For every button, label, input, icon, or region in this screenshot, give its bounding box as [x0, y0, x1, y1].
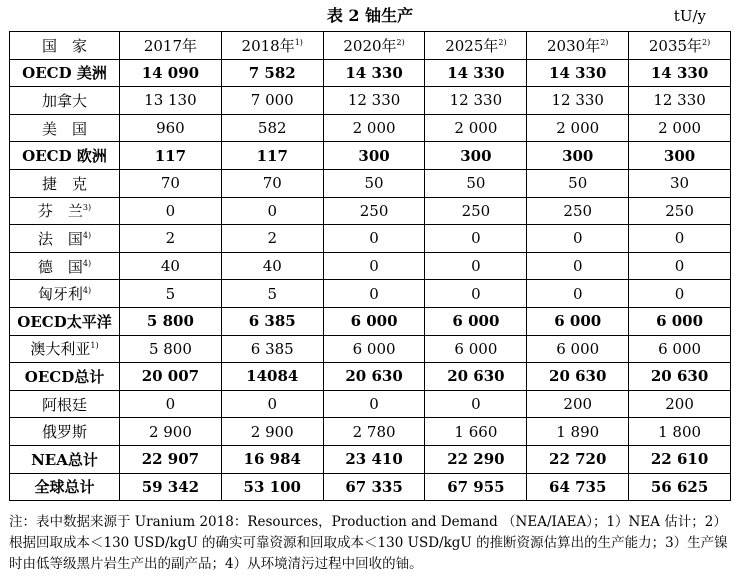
value-cell: 200 [527, 390, 629, 418]
value-cell: 2 000 [425, 114, 527, 142]
value-cell: 12 330 [629, 87, 731, 115]
value-cell: 6 000 [323, 307, 425, 335]
value-cell: 1 660 [425, 418, 527, 446]
region-name-cell [10, 169, 120, 197]
table-row [10, 473, 731, 501]
value-cell: 2 [120, 225, 222, 253]
header-label: 2017年 [143, 36, 197, 55]
header-label: 2030年 [547, 36, 601, 55]
header-label: 2035年 [648, 36, 703, 55]
value-cell: 5 800 [120, 335, 222, 363]
value-cell: 20 630 [527, 363, 629, 391]
value-cell: 13 130 [120, 87, 222, 115]
table-row [10, 280, 731, 308]
table-row [10, 142, 731, 170]
header-label: 2020年 [343, 36, 397, 55]
region-name-cell [10, 445, 120, 473]
region-name: NEA总计 [31, 450, 98, 469]
value-cell: 7 582 [221, 59, 323, 87]
value-cell: 40 [221, 252, 323, 280]
value-cell: 0 [527, 252, 629, 280]
table-row [10, 418, 731, 446]
value-cell: 0 [527, 225, 629, 253]
value-cell: 30 [629, 169, 731, 197]
region-name-cell [10, 363, 120, 391]
value-cell: 0 [425, 390, 527, 418]
value-cell: 5 800 [120, 307, 222, 335]
value-cell: 250 [425, 197, 527, 225]
value-cell: 20 630 [425, 363, 527, 391]
value-cell: 6 000 [629, 335, 731, 363]
footnote-marker: 1) [294, 37, 303, 47]
header-year [120, 32, 222, 60]
value-cell: 117 [120, 142, 222, 170]
value-cell: 2 900 [120, 418, 222, 446]
footnote-marker: 2) [498, 37, 507, 47]
value-cell: 40 [120, 252, 222, 280]
value-cell: 0 [527, 280, 629, 308]
value-cell: 117 [221, 142, 323, 170]
value-cell: 0 [425, 225, 527, 253]
region-name-cell [10, 473, 120, 501]
region-name: 法 国 [37, 229, 83, 248]
footnote: 注：表中数据来源于 Uranium 2018：Resources，Production and Demand （NEA/IAEA）；1）NEA 估计；2）根据回取成本＜130 USD/kgU 的确实可靠资源和回取成本＜130 USD/kgU 的推断资源估算出的生产能力；3）生产镍时由低等级黑片岩生产出的副产品；4）从环境清污过程中回收的铀。 [9, 514, 728, 572]
value-cell: 14 330 [527, 59, 629, 87]
value-cell: 5 [120, 280, 222, 308]
value-cell: 2 000 [323, 114, 425, 142]
value-cell: 22 290 [425, 445, 527, 473]
region-name: 匈牙利 [37, 285, 83, 304]
value-cell: 6 000 [323, 335, 425, 363]
value-cell: 12 330 [425, 87, 527, 115]
header-year [629, 32, 731, 60]
header-year [425, 32, 527, 60]
value-cell: 20 007 [120, 363, 222, 391]
region-name-cell [10, 390, 120, 418]
value-cell: 2 780 [323, 418, 425, 446]
value-cell: 0 [629, 225, 731, 253]
value-cell: 0 [120, 197, 222, 225]
value-cell: 6 000 [425, 307, 527, 335]
region-name: OECD总计 [24, 367, 105, 386]
footnote-marker: 1) [90, 341, 99, 351]
table-row [10, 252, 731, 280]
value-cell: 960 [120, 114, 222, 142]
footnote-marker: 4) [82, 230, 92, 240]
table-body [10, 59, 731, 501]
table-row [10, 390, 731, 418]
table-row [10, 114, 731, 142]
value-cell: 14 090 [120, 59, 222, 87]
value-cell: 6 000 [527, 335, 629, 363]
table-row [10, 197, 731, 225]
value-cell: 50 [425, 169, 527, 197]
value-cell: 250 [629, 197, 731, 225]
value-cell: 14 330 [323, 59, 425, 87]
region-name-cell [10, 418, 120, 446]
header-row [10, 32, 731, 60]
value-cell: 0 [120, 390, 222, 418]
table-row [10, 335, 731, 363]
region-name: 俄罗斯 [41, 423, 87, 442]
value-cell: 0 [425, 252, 527, 280]
table-row [10, 363, 731, 391]
title-row [0, 4, 740, 28]
table-row [10, 87, 731, 115]
value-cell: 0 [323, 280, 425, 308]
value-cell: 2 000 [629, 114, 731, 142]
region-name: OECD 美洲 [22, 64, 107, 83]
region-name-cell [10, 197, 120, 225]
value-cell: 300 [425, 142, 527, 170]
footnote-marker: 2) [702, 37, 711, 47]
region-name-cell [10, 335, 120, 363]
value-cell: 582 [221, 114, 323, 142]
footnote-marker: 4) [82, 258, 92, 268]
value-cell: 0 [221, 390, 323, 418]
table-row [10, 225, 731, 253]
region-name: 芬 兰 [37, 202, 83, 221]
value-cell: 70 [221, 169, 323, 197]
region-name-cell [10, 280, 120, 308]
value-cell: 0 [323, 390, 425, 418]
value-cell: 250 [323, 197, 425, 225]
value-cell: 59 342 [120, 473, 222, 501]
value-cell: 67 955 [425, 473, 527, 501]
region-name-cell [10, 87, 120, 115]
value-cell: 70 [120, 169, 222, 197]
value-cell: 12 330 [323, 87, 425, 115]
value-cell: 50 [527, 169, 629, 197]
table-row [10, 445, 731, 473]
header-country [10, 32, 120, 60]
region-name: 澳大利亚 [30, 340, 91, 359]
value-cell: 6 385 [221, 335, 323, 363]
value-cell: 0 [629, 252, 731, 280]
value-cell: 250 [527, 197, 629, 225]
region-name-cell [10, 307, 120, 335]
header-year [221, 32, 323, 60]
value-cell: 14 330 [425, 59, 527, 87]
header-label: 2018年 [241, 36, 295, 55]
value-cell: 200 [629, 390, 731, 418]
value-cell: 53 100 [221, 473, 323, 501]
footnote-marker: 4) [82, 286, 92, 296]
value-cell: 0 [323, 225, 425, 253]
value-cell: 7 000 [221, 87, 323, 115]
header-label: 2025年 [445, 36, 499, 55]
value-cell: 6 000 [527, 307, 629, 335]
value-cell: 2 000 [527, 114, 629, 142]
value-cell: 16 984 [221, 445, 323, 473]
value-cell: 67 335 [323, 473, 425, 501]
value-cell: 6 000 [425, 335, 527, 363]
value-cell: 50 [323, 169, 425, 197]
value-cell: 20 630 [629, 363, 731, 391]
value-cell: 0 [425, 280, 527, 308]
value-cell: 0 [221, 197, 323, 225]
value-cell: 22 610 [629, 445, 731, 473]
value-cell: 5 [221, 280, 323, 308]
region-name-cell [10, 142, 120, 170]
value-cell: 0 [323, 252, 425, 280]
value-cell: 6 385 [221, 307, 323, 335]
region-name: 德 国 [37, 257, 83, 276]
region-name: 全球总计 [34, 478, 95, 497]
footnote-marker: 2) [396, 37, 405, 47]
region-name: OECD 欧洲 [22, 147, 107, 166]
value-cell: 20 630 [323, 363, 425, 391]
value-cell: 1 800 [629, 418, 731, 446]
table-row [10, 169, 731, 197]
region-name: 加拿大 [41, 91, 87, 110]
region-name: 美 国 [41, 119, 87, 138]
value-cell: 14084 [221, 363, 323, 391]
region-name-cell [10, 252, 120, 280]
value-cell: 1 890 [527, 418, 629, 446]
region-name: 捷 克 [41, 174, 87, 193]
value-cell: 12 330 [527, 87, 629, 115]
region-name-cell [10, 114, 120, 142]
region-name-cell [10, 225, 120, 253]
table-title: 表 2 铀生产 [326, 6, 414, 25]
header-year [323, 32, 425, 60]
value-cell: 22 720 [527, 445, 629, 473]
value-cell: 300 [527, 142, 629, 170]
footnote-marker: 2) [600, 37, 609, 47]
value-cell: 64 735 [527, 473, 629, 501]
value-cell: 14 330 [629, 59, 731, 87]
value-cell: 0 [629, 280, 731, 308]
header-label: 国 家 [41, 36, 87, 55]
value-cell: 300 [629, 142, 731, 170]
value-cell: 2 [221, 225, 323, 253]
header-year [527, 32, 629, 60]
region-name: 阿根廷 [41, 395, 87, 414]
value-cell: 22 907 [120, 445, 222, 473]
region-name: OECD太平洋 [17, 312, 112, 331]
table-row [10, 59, 731, 87]
value-cell: 56 625 [629, 473, 731, 501]
table-row [10, 307, 731, 335]
value-cell: 300 [323, 142, 425, 170]
region-name-cell [10, 59, 120, 87]
footnote-marker: 3) [82, 203, 92, 213]
unit-label: tU/y [673, 7, 706, 25]
value-cell: 23 410 [323, 445, 425, 473]
value-cell: 6 000 [629, 307, 731, 335]
uranium-production-table [9, 31, 731, 501]
value-cell: 2 900 [221, 418, 323, 446]
